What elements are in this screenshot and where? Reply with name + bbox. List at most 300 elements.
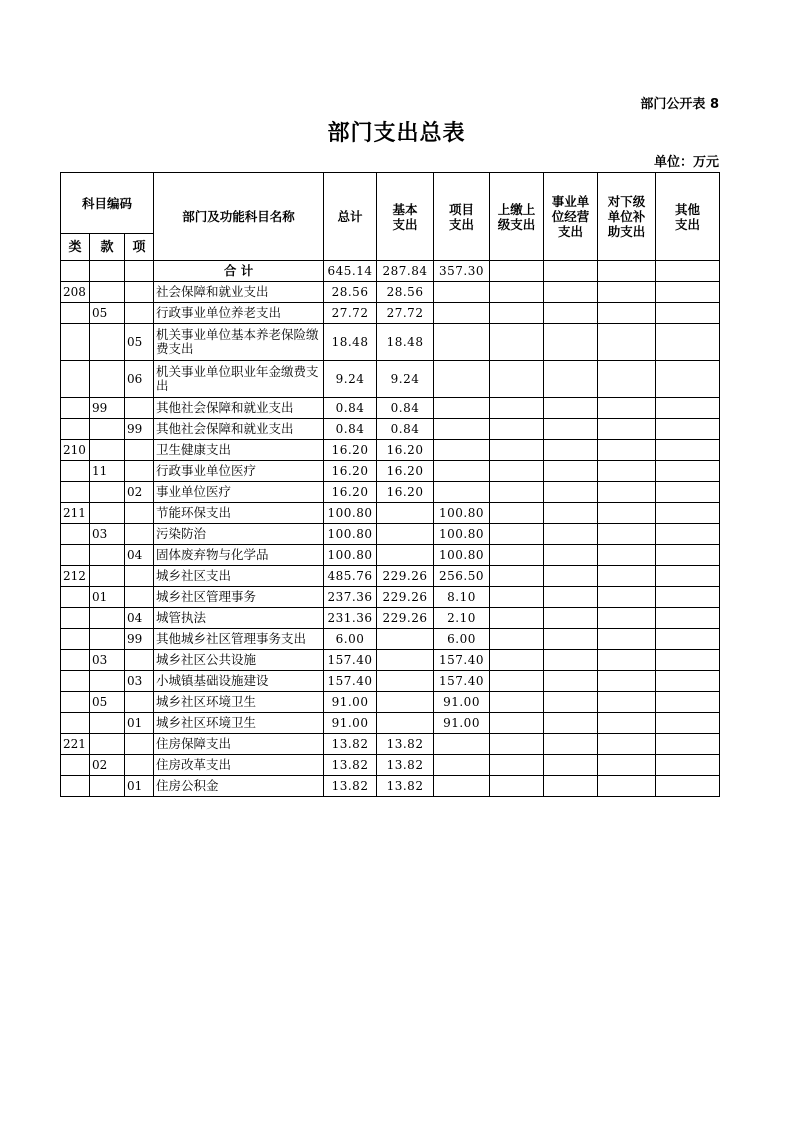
- project-value: [434, 461, 490, 482]
- xiang-code: [125, 587, 154, 608]
- total-value: 0.84: [324, 398, 377, 419]
- table-row: [61, 282, 720, 303]
- kuan-code: [90, 419, 125, 440]
- subsidy-value: [598, 650, 656, 671]
- kuan-code: [90, 671, 125, 692]
- subsidy-value: [598, 587, 656, 608]
- kuan-code: [90, 566, 125, 587]
- total-value: 91.00: [324, 692, 377, 713]
- upper-value: [490, 503, 544, 524]
- xiang-code: 01: [125, 713, 154, 734]
- table-row: [61, 776, 720, 797]
- basic-value: [377, 713, 434, 734]
- item-name: 固体废弃物与化学品: [154, 545, 324, 566]
- upper-value: [490, 261, 544, 282]
- table-row: [61, 713, 720, 734]
- other-value: [656, 261, 720, 282]
- lei-code: [61, 419, 90, 440]
- project-value: [434, 282, 490, 303]
- xiang-code: 03: [125, 671, 154, 692]
- table-row: [61, 545, 720, 566]
- subsidy-value: [598, 324, 656, 361]
- upper-value: [490, 361, 544, 398]
- other-value: [656, 361, 720, 398]
- upper-value: [490, 713, 544, 734]
- basic-value: [377, 503, 434, 524]
- col-other-header: 其他 支出: [656, 173, 720, 261]
- xiang-code: [125, 566, 154, 587]
- kuan-code: [90, 503, 125, 524]
- lei-code: [61, 398, 90, 419]
- other-value: [656, 713, 720, 734]
- xiang-code: 02: [125, 482, 154, 503]
- total-value: 0.84: [324, 419, 377, 440]
- total-value: 16.20: [324, 461, 377, 482]
- total-value: 100.80: [324, 545, 377, 566]
- xiang-code: [125, 524, 154, 545]
- business-value: [544, 671, 598, 692]
- xiang-code: [125, 261, 154, 282]
- other-value: [656, 755, 720, 776]
- other-value: [656, 303, 720, 324]
- kuan-code: 02: [90, 755, 125, 776]
- total-value: 157.40: [324, 650, 377, 671]
- other-value: [656, 324, 720, 361]
- business-value: [544, 713, 598, 734]
- subsidy-value: [598, 545, 656, 566]
- project-value: 91.00: [434, 692, 490, 713]
- basic-value: 16.20: [377, 461, 434, 482]
- kuan-code: [90, 545, 125, 566]
- other-value: [656, 692, 720, 713]
- upper-value: [490, 692, 544, 713]
- upper-value: [490, 566, 544, 587]
- project-value: [434, 398, 490, 419]
- item-name: 住房公积金: [154, 776, 324, 797]
- upper-value: [490, 461, 544, 482]
- upper-value: [490, 587, 544, 608]
- business-value: [544, 361, 598, 398]
- item-name: 城乡社区环境卫生: [154, 692, 324, 713]
- project-value: [434, 303, 490, 324]
- xiang-code: 04: [125, 545, 154, 566]
- lei-code: [61, 608, 90, 629]
- item-name: 行政事业单位养老支出: [154, 303, 324, 324]
- xiang-code: 99: [125, 629, 154, 650]
- other-value: [656, 608, 720, 629]
- table-row: [61, 650, 720, 671]
- upper-value: [490, 776, 544, 797]
- kuan-code: [90, 629, 125, 650]
- subsidy-value: [598, 261, 656, 282]
- business-value: [544, 503, 598, 524]
- other-value: [656, 734, 720, 755]
- project-value: 157.40: [434, 671, 490, 692]
- col-lei-header: 类: [61, 234, 90, 261]
- item-name: 城管执法: [154, 608, 324, 629]
- xiang-code: [125, 692, 154, 713]
- business-value: [544, 629, 598, 650]
- item-name: 行政事业单位医疗: [154, 461, 324, 482]
- other-value: [656, 461, 720, 482]
- basic-value: 16.20: [377, 482, 434, 503]
- col-total-header: 总计: [324, 173, 377, 261]
- business-value: [544, 282, 598, 303]
- subsidy-value: [598, 398, 656, 419]
- item-name: 卫生健康支出: [154, 440, 324, 461]
- upper-value: [490, 419, 544, 440]
- lei-code: [61, 261, 90, 282]
- basic-value: 27.72: [377, 303, 434, 324]
- lei-code: [61, 303, 90, 324]
- lei-code: [61, 671, 90, 692]
- lei-code: [61, 482, 90, 503]
- basic-value: [377, 671, 434, 692]
- project-value: 100.80: [434, 503, 490, 524]
- subsidy-value: [598, 734, 656, 755]
- xiang-code: 05: [125, 324, 154, 361]
- total-value: 16.20: [324, 482, 377, 503]
- lei-code: [61, 755, 90, 776]
- item-name: 住房改革支出: [154, 755, 324, 776]
- subsidy-value: [598, 503, 656, 524]
- project-value: 100.80: [434, 524, 490, 545]
- total-value: 13.82: [324, 734, 377, 755]
- upper-value: [490, 303, 544, 324]
- other-value: [656, 398, 720, 419]
- subsidy-value: [598, 776, 656, 797]
- upper-value: [490, 734, 544, 755]
- lei-code: [61, 713, 90, 734]
- kuan-code: [90, 734, 125, 755]
- table-row: [61, 324, 720, 361]
- xiang-code: [125, 755, 154, 776]
- project-value: 357.30: [434, 261, 490, 282]
- unit-label: 单位：万元: [653, 155, 719, 170]
- upper-value: [490, 629, 544, 650]
- col-name-header: 部门及功能科目名称: [154, 173, 324, 261]
- lei-code: [61, 324, 90, 361]
- business-value: [544, 461, 598, 482]
- project-value: 2.10: [434, 608, 490, 629]
- table-row: [61, 629, 720, 650]
- business-value: [544, 608, 598, 629]
- project-value: 8.10: [434, 587, 490, 608]
- total-value: 9.24: [324, 361, 377, 398]
- xiang-code: [125, 503, 154, 524]
- subsidy-value: [598, 629, 656, 650]
- business-value: [544, 524, 598, 545]
- xiang-code: 04: [125, 608, 154, 629]
- subsidy-value: [598, 303, 656, 324]
- upper-value: [490, 545, 544, 566]
- upper-value: [490, 282, 544, 303]
- kuan-code: [90, 482, 125, 503]
- col-code-header: 科目编码: [61, 173, 154, 234]
- lei-code: [61, 545, 90, 566]
- total-value: 28.56: [324, 282, 377, 303]
- form-number: 部门公开表 8: [640, 97, 719, 112]
- project-value: [434, 419, 490, 440]
- upper-value: [490, 755, 544, 776]
- other-value: [656, 566, 720, 587]
- basic-value: 9.24: [377, 361, 434, 398]
- subsidy-value: [598, 419, 656, 440]
- business-value: [544, 482, 598, 503]
- item-name: 城乡社区环境卫生: [154, 713, 324, 734]
- xiang-code: [125, 461, 154, 482]
- project-value: [434, 361, 490, 398]
- xiang-code: [125, 734, 154, 755]
- business-value: [544, 692, 598, 713]
- project-value: 91.00: [434, 713, 490, 734]
- item-name: 机关事业单位基本养老保险缴费支出: [154, 324, 324, 361]
- subsidy-value: [598, 361, 656, 398]
- project-value: [434, 324, 490, 361]
- lei-code: [61, 361, 90, 398]
- kuan-code: [90, 261, 125, 282]
- total-value: 13.82: [324, 776, 377, 797]
- basic-value: 229.26: [377, 587, 434, 608]
- subsidy-value: [598, 671, 656, 692]
- xiang-code: 01: [125, 776, 154, 797]
- table-row: [61, 303, 720, 324]
- business-value: [544, 261, 598, 282]
- table-row: [61, 524, 720, 545]
- header-row: [61, 173, 720, 234]
- item-name: 住房保障支出: [154, 734, 324, 755]
- basic-value: 18.48: [377, 324, 434, 361]
- upper-value: [490, 650, 544, 671]
- total-value: 18.48: [324, 324, 377, 361]
- subsidy-value: [598, 461, 656, 482]
- business-value: [544, 755, 598, 776]
- col-kuan-header: 款: [90, 234, 125, 261]
- project-value: 100.80: [434, 545, 490, 566]
- basic-value: 13.82: [377, 755, 434, 776]
- item-name: 事业单位医疗: [154, 482, 324, 503]
- col-business-header: 事业单 位经营 支出: [544, 173, 598, 261]
- business-value: [544, 398, 598, 419]
- subsidy-value: [598, 608, 656, 629]
- business-value: [544, 419, 598, 440]
- item-name: 合 计: [154, 261, 324, 282]
- other-value: [656, 776, 720, 797]
- other-value: [656, 629, 720, 650]
- other-value: [656, 650, 720, 671]
- total-value: 157.40: [324, 671, 377, 692]
- other-value: [656, 440, 720, 461]
- project-value: [434, 482, 490, 503]
- basic-value: 0.84: [377, 419, 434, 440]
- total-value: 645.14: [324, 261, 377, 282]
- kuan-code: [90, 440, 125, 461]
- business-value: [544, 734, 598, 755]
- table-row: [61, 503, 720, 524]
- total-value: 91.00: [324, 713, 377, 734]
- table-row: [61, 671, 720, 692]
- basic-value: [377, 650, 434, 671]
- col-xiang-header: 项: [125, 234, 154, 261]
- item-name: 机关事业单位职业年金缴费支出: [154, 361, 324, 398]
- kuan-code: [90, 324, 125, 361]
- project-value: 256.50: [434, 566, 490, 587]
- business-value: [544, 324, 598, 361]
- item-name: 其他社会保障和就业支出: [154, 419, 324, 440]
- lei-code: [61, 587, 90, 608]
- lei-code: [61, 776, 90, 797]
- lei-code: [61, 629, 90, 650]
- table-row: [61, 608, 720, 629]
- item-name: 城乡社区管理事务: [154, 587, 324, 608]
- other-value: [656, 282, 720, 303]
- total-value: 231.36: [324, 608, 377, 629]
- subsidy-value: [598, 692, 656, 713]
- upper-value: [490, 440, 544, 461]
- lei-code: [61, 461, 90, 482]
- table-row: [61, 482, 720, 503]
- kuan-code: 01: [90, 587, 125, 608]
- basic-value: 16.20: [377, 440, 434, 461]
- kuan-code: 99: [90, 398, 125, 419]
- col-subsidy-header: 对下级 单位补 助支出: [598, 173, 656, 261]
- basic-value: 287.84: [377, 261, 434, 282]
- xiang-code: [125, 398, 154, 419]
- item-name: 污染防治: [154, 524, 324, 545]
- other-value: [656, 524, 720, 545]
- total-value: 6.00: [324, 629, 377, 650]
- total-value: 237.36: [324, 587, 377, 608]
- item-name: 小城镇基础设施建设: [154, 671, 324, 692]
- kuan-code: [90, 713, 125, 734]
- col-project-header: 项目 支出: [434, 173, 490, 261]
- xiang-code: [125, 650, 154, 671]
- table-row: [61, 419, 720, 440]
- xiang-code: 06: [125, 361, 154, 398]
- kuan-code: [90, 608, 125, 629]
- kuan-code: 03: [90, 650, 125, 671]
- lei-code: 210: [61, 440, 90, 461]
- subsidy-value: [598, 713, 656, 734]
- project-value: [434, 734, 490, 755]
- basic-value: 229.26: [377, 566, 434, 587]
- business-value: [544, 566, 598, 587]
- table-row: [61, 692, 720, 713]
- lei-code: 221: [61, 734, 90, 755]
- total-value: 16.20: [324, 440, 377, 461]
- subsidy-value: [598, 566, 656, 587]
- kuan-code: 05: [90, 692, 125, 713]
- business-value: [544, 650, 598, 671]
- xiang-code: [125, 282, 154, 303]
- page-title: 部门支出总表: [327, 121, 466, 146]
- xiang-code: [125, 440, 154, 461]
- total-row: [61, 261, 720, 282]
- item-name: 城乡社区公共设施: [154, 650, 324, 671]
- total-value: 27.72: [324, 303, 377, 324]
- xiang-code: 99: [125, 419, 154, 440]
- table-row: [61, 566, 720, 587]
- table-row: [61, 440, 720, 461]
- business-value: [544, 303, 598, 324]
- total-value: 485.76: [324, 566, 377, 587]
- basic-value: [377, 692, 434, 713]
- lei-code: 208: [61, 282, 90, 303]
- table-row: [61, 461, 720, 482]
- business-value: [544, 545, 598, 566]
- upper-value: [490, 482, 544, 503]
- other-value: [656, 503, 720, 524]
- item-name: 节能环保支出: [154, 503, 324, 524]
- business-value: [544, 587, 598, 608]
- lei-code: [61, 524, 90, 545]
- kuan-code: 11: [90, 461, 125, 482]
- table-row: [61, 398, 720, 419]
- project-value: 157.40: [434, 650, 490, 671]
- item-name: 社会保障和就业支出: [154, 282, 324, 303]
- other-value: [656, 482, 720, 503]
- total-value: 100.80: [324, 503, 377, 524]
- lei-code: 211: [61, 503, 90, 524]
- lei-code: [61, 650, 90, 671]
- basic-value: 229.26: [377, 608, 434, 629]
- total-value: 13.82: [324, 755, 377, 776]
- project-value: 6.00: [434, 629, 490, 650]
- total-value: 100.80: [324, 524, 377, 545]
- basic-value: [377, 629, 434, 650]
- item-name: 城乡社区支出: [154, 566, 324, 587]
- expenditure-table: [60, 172, 720, 797]
- business-value: [544, 440, 598, 461]
- subsidy-value: [598, 282, 656, 303]
- upper-value: [490, 524, 544, 545]
- basic-value: [377, 545, 434, 566]
- other-value: [656, 419, 720, 440]
- business-value: [544, 776, 598, 797]
- table-row: [61, 734, 720, 755]
- basic-value: 13.82: [377, 734, 434, 755]
- subsidy-value: [598, 440, 656, 461]
- item-name: 其他城乡社区管理事务支出: [154, 629, 324, 650]
- kuan-code: [90, 361, 125, 398]
- lei-code: 212: [61, 566, 90, 587]
- project-value: [434, 440, 490, 461]
- upper-value: [490, 671, 544, 692]
- kuan-code: [90, 282, 125, 303]
- basic-value: 13.82: [377, 776, 434, 797]
- project-value: [434, 755, 490, 776]
- lei-code: [61, 692, 90, 713]
- col-basic-header: 基本 支出: [377, 173, 434, 261]
- kuan-code: 05: [90, 303, 125, 324]
- subsidy-value: [598, 755, 656, 776]
- upper-value: [490, 398, 544, 419]
- subsidy-value: [598, 482, 656, 503]
- table-row: [61, 587, 720, 608]
- other-value: [656, 545, 720, 566]
- basic-value: 0.84: [377, 398, 434, 419]
- upper-value: [490, 608, 544, 629]
- project-value: [434, 776, 490, 797]
- kuan-code: 03: [90, 524, 125, 545]
- col-upper-header: 上缴上 级支出: [490, 173, 544, 261]
- table-row: [61, 361, 720, 398]
- subsidy-value: [598, 524, 656, 545]
- item-name: 其他社会保障和就业支出: [154, 398, 324, 419]
- basic-value: 28.56: [377, 282, 434, 303]
- other-value: [656, 587, 720, 608]
- kuan-code: [90, 776, 125, 797]
